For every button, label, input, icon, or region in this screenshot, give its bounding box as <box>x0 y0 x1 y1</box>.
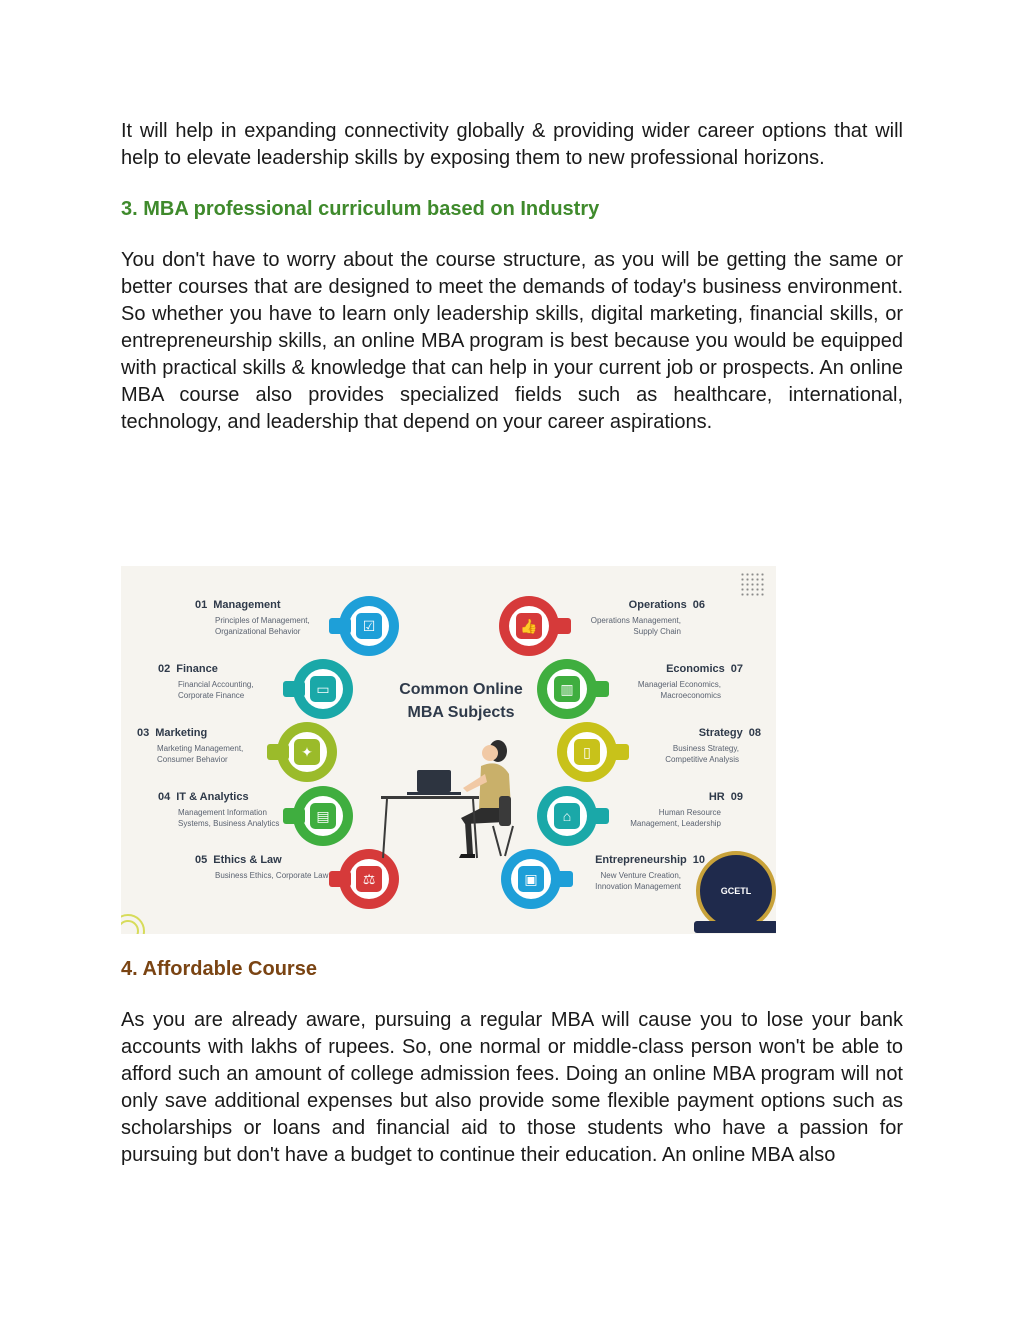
megaphone-icon: ✦ <box>277 722 337 782</box>
subject-strategy: Strategy 08 Business Strategy, Competitive Analysis <box>665 727 761 764</box>
heading-affordable: 4. Affordable Course <box>121 958 317 980</box>
mba-subjects-infographic <box>121 566 776 934</box>
laptop-chart-icon: ▣ <box>501 849 561 909</box>
org-chart-icon: ⌂ <box>537 786 597 846</box>
tab-decoration <box>551 871 573 887</box>
report-icon: ▤ <box>293 786 353 846</box>
tab-decoration <box>329 618 351 634</box>
dot-pattern-icon <box>740 572 766 598</box>
paragraph-affordable: As you are already aware, pursuing a regular MBA will cause you to lose your bank accounts with lakhs of rupees. So, one normal or middle-class person won't be able to afford such an amount of college admission fees. Doing an online MBA program will not only save additional expenses but also provide some flexible payment options such as scholarships or loans and financial aid to those students who have a passion for pursuing but don't have a budget to continue their education. An online MBA also <box>121 1009 903 1166</box>
subject-entrepreneurship: Entrepreneurship 10 New Venture Creation, Innovation Management <box>595 854 705 891</box>
subject-ethics-law: 05 Ethics & Law Business Ethics, Corporate Law <box>195 854 329 880</box>
document-page <box>121 118 903 436</box>
tab-decoration <box>329 871 351 887</box>
paragraph-curriculum: You don't have to worry about the course structure, as you will be getting the same or better courses that are designed to meet the demands of today's business environment. So whether you have to learn only leadership skills, digital marketing, financial skills, or entrepreneurship skills, an online MBA program is best because you would be equipped with practical skills & knowledge that can help in your current job or prospects. An online MBA course also provides specialized fields such as healthcare, international, technology, and leadership that depend on your career aspirations. <box>121 249 903 433</box>
document-chart-icon: ▥ <box>537 659 597 719</box>
subject-management: 01 Management Principles of Management, Organizational Behavior <box>195 599 310 636</box>
tab-decoration <box>283 681 305 697</box>
college-seal-logo: GCETL <box>696 851 776 931</box>
heading-curriculum: 3. MBA professional curriculum based on Industry <box>121 198 600 220</box>
paragraph-connectivity: It will help in expanding connectivity globally & providing wider career options that will help to elevate leadership skills by exposing them to new professional horizons. <box>121 120 903 169</box>
subject-operations: Operations 06 Operations Management, Supply Chain <box>590 599 705 636</box>
tab-decoration <box>587 681 609 697</box>
legal-icon: ⚖ <box>339 849 399 909</box>
subject-economics: Economics 07 Managerial Economics, Macroeconomics <box>637 663 743 700</box>
subject-hr: HR 09 Human Resource Management, Leadership <box>630 791 743 828</box>
subject-it-analytics: 04 IT & Analytics Management Information Systems, Business Analytics <box>158 791 280 828</box>
tab-decoration <box>607 744 629 760</box>
subject-finance: 02 Finance Financial Accounting, Corporate Finance <box>158 663 254 700</box>
tab-decoration <box>587 808 609 824</box>
tab-decoration <box>283 808 305 824</box>
ticket-icon: ▯ <box>557 722 617 782</box>
wallet-icon: ▭ <box>293 659 353 719</box>
checklist-icon: ☑ <box>339 596 399 656</box>
subject-marketing: 03 Marketing Marketing Management, Consumer Behavior <box>137 727 244 764</box>
infographic-title: Common Online MBA Subjects <box>399 681 523 721</box>
thumbs-up-icon: 👍 <box>499 596 559 656</box>
tab-decoration <box>549 618 571 634</box>
section-affordable <box>121 958 903 1169</box>
tab-decoration <box>267 744 289 760</box>
person-at-laptop-illustration <box>381 726 521 861</box>
